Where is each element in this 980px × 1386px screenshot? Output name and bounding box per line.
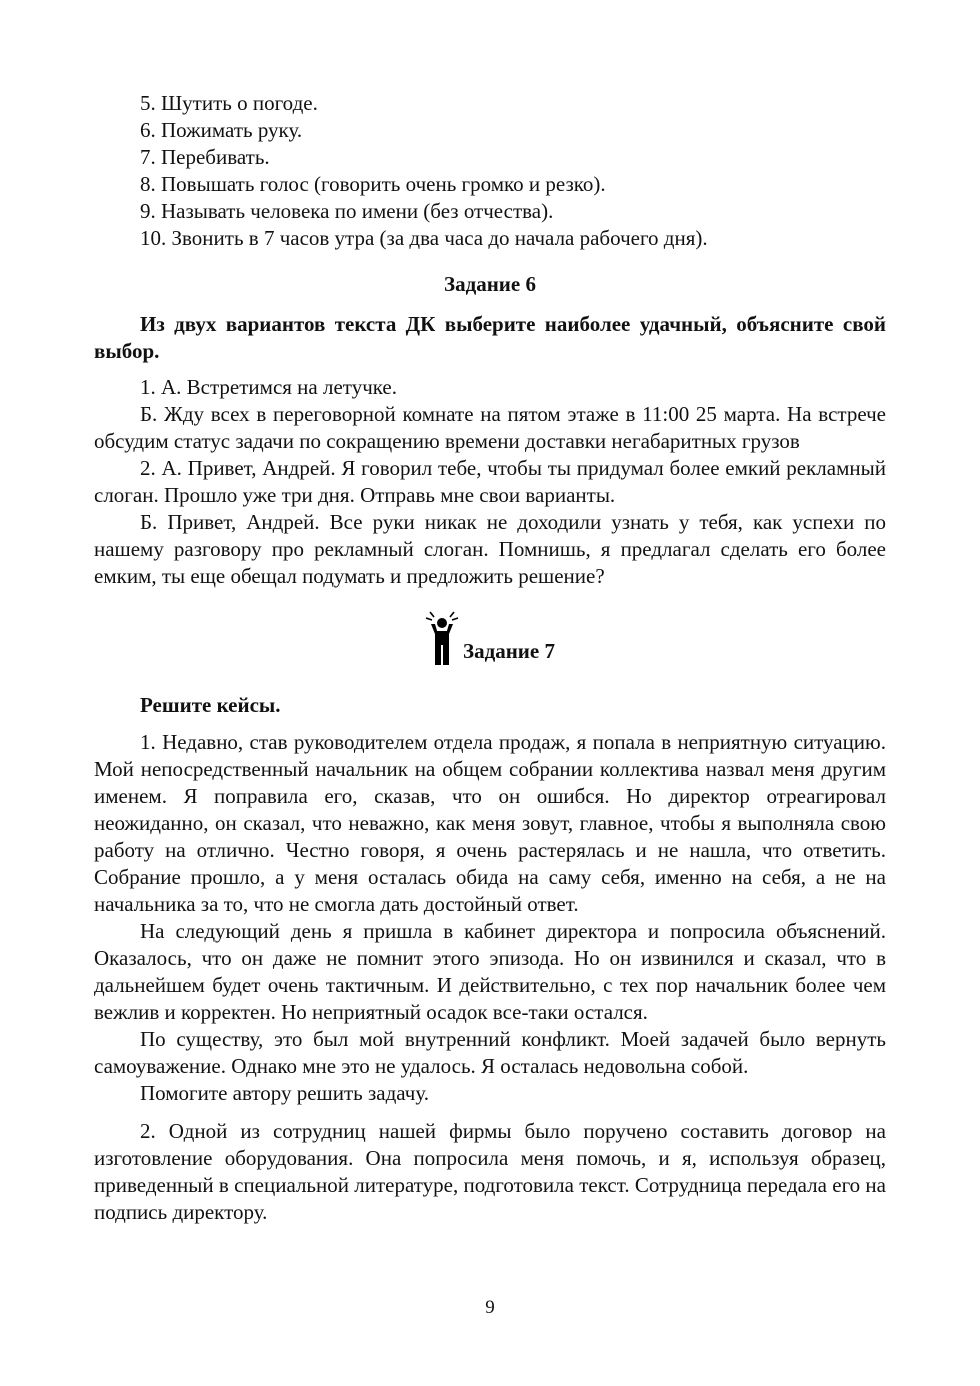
case-paragraph: Помогите автору решить задачу. (140, 1081, 429, 1105)
rules-list (94, 90, 886, 252)
case-paragraph: На следующий день я пришла в кабинет директора и попросила объяснений. Оказалось, что он даже не помнит этого эпизода. Но он извинился и сказал, что в дальнейшем будет очень тактичным. И действительно, с тех пор начальник более чем вежлив и корректен. Но неприятный осадок все-таки остался. (94, 919, 886, 1024)
task7-heading: Задание 7 (463, 639, 555, 663)
list-item: 7. Перебивать. (140, 145, 270, 169)
list-item: 10. Звонить в 7 часов утра (за два часа до начала рабочего дня). (140, 226, 708, 250)
stressed-person-icon (425, 610, 459, 666)
task6-paragraph: Б. Жду всех в переговорной комнате на пятом этаже в 11:00 25 марта. На встрече обсудим статус задачи по сокращению времени доставки негабаритных грузов (94, 402, 886, 453)
case-paragraph: 2. Одной из сотрудниц нашей фирмы было поручено составить договор на изготовление оборудования. Она попросила меня помочь, и я, используя образец, приведенный в специальной литературе, подготовила текст. Сотрудница передала его на подпись директору. (94, 1119, 886, 1224)
task6-heading: Задание 6 (444, 272, 536, 296)
task6-paragraph: 2. А. Привет, Андрей. Я говорил тебе, чтобы ты придумал более емкий рекламный слоган. Прошло уже три дня. Отправь мне свои варианты. (94, 456, 886, 507)
task7-heading-row (94, 610, 886, 666)
page-content (94, 90, 886, 1226)
page-number: 9 (485, 1297, 495, 1318)
list-item: 9. Называть человека по имени (без отчества). (140, 199, 554, 223)
task7-subheading: Решите кейсы. (140, 693, 281, 717)
task6-paragraph: 1. А. Встретимся на летучке. (140, 375, 398, 399)
case-paragraph: По существу, это был мой внутренний конфликт. Моей задачей было вернуть самоуважение. Однако мне это не удалось. Я осталась недовольна собой. (94, 1027, 886, 1078)
task6-instruction: Из двух вариантов текста ДК выберите наиболее удачный, объясните свой выбор. (94, 312, 886, 363)
list-item: 6. Пожимать руку. (140, 118, 303, 142)
list-item: 5. Шутить о погоде. (140, 91, 318, 115)
task6-paragraph: Б. Привет, Андрей. Все руки никак не доходили узнать у тебя, как успехи по нашему разговору про рекламный слоган. Помнишь, я предлагал сделать его более емким, ты еще обещал подумать и предложить решение? (94, 510, 886, 588)
list-item: 8. Повышать голос (говорить очень громко и резко). (140, 172, 606, 196)
case-paragraph: 1. Недавно, став руководителем отдела продаж, я попала в неприятную ситуацию. Мой непосредственный начальник на общем собрании коллектива назвал меня другим именем. Я поправила его, сказав, что он ошибся. Но директор отреагировал неожиданно, он сказал, что неважно, как меня зовут, главное, чтобы я выполняла свою работу на отлично. Честно говоря, я очень растерялась и не нашла, что ответить. Собрание прошло, а у меня осталась обида на саму себя, именно на себя, а не на начальника за то, что не смогла дать достойный ответ. (94, 730, 886, 916)
